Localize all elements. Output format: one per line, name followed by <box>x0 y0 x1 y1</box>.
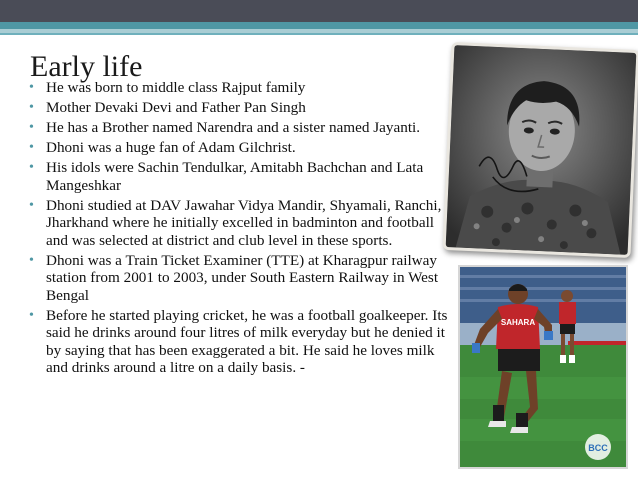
childhood-photo <box>443 42 638 258</box>
childhood-photo-illustration <box>446 45 637 255</box>
bullet-list <box>29 79 449 379</box>
bullet-item: • Mother Devaki Devi and Father Pan Singh <box>29 99 449 117</box>
bullet-item: • He was born to middle class Rajput family <box>29 79 449 97</box>
bullet-item: • Dhoni studied at DAV Jawahar Vidya Mandir, Shyamali, Ranchi, Jharkhand where he initially excelled in badminton and football and was selected at district and club level in these sports. <box>29 197 449 250</box>
bullet-item: • Dhoni was a huge fan of Adam Gilchrist. <box>29 139 449 157</box>
bullet-item: • Dhoni was a Train Ticket Examiner (TTE) at Kharagpur railway station from 2001 to 2003, under South Eastern Railway in West Bengal <box>29 252 449 305</box>
football-photo-illustration <box>460 267 626 467</box>
header-band-teal <box>0 22 638 29</box>
header-band-line <box>0 33 638 35</box>
header-band-dark <box>0 0 638 22</box>
bullet-item: • His idols were Sachin Tendulkar, Amitabh Bachchan and Lata Mangeshkar <box>29 159 449 194</box>
slide-title: Early life <box>30 50 143 83</box>
photo-logo: BCC <box>588 443 608 453</box>
bullet-item: • He has a Brother named Narendra and a sister named Jayanti. <box>29 119 449 137</box>
bullet-item: • Before he started playing cricket, he was a football goalkeeper. Its said he drinks around four litres of milk everyday but he denied it by saying that has been exaggerated a bit. He said he loves milk and drinks around a litre on a daily basis. - <box>29 307 449 377</box>
football-photo <box>458 265 628 469</box>
jersey-text: SAHARA <box>500 318 536 327</box>
